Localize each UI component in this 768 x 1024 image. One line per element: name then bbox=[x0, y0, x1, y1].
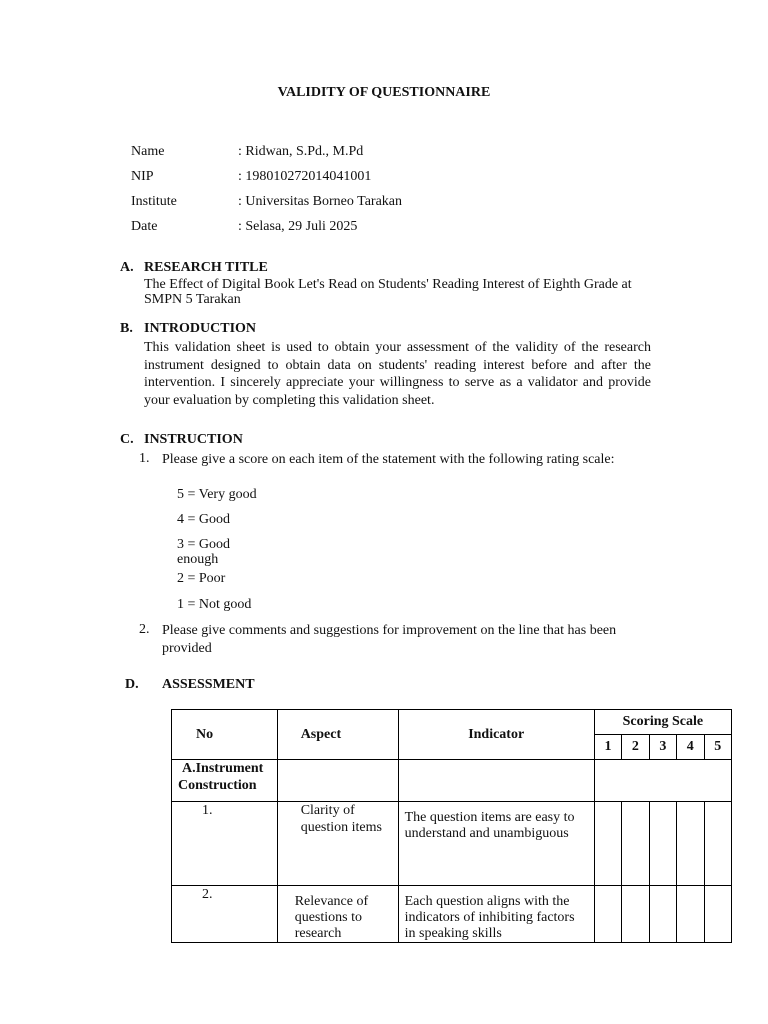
row-indicator: Each question aligns with the indicators of inhibiting factors in speaking skills bbox=[398, 886, 594, 943]
header-scale-5: 5 bbox=[704, 735, 731, 760]
info-label-institute: Institute bbox=[131, 194, 177, 209]
header-indicator: Indicator bbox=[398, 710, 594, 760]
section-b-letter: B. bbox=[120, 321, 133, 336]
row-aspect: Clarity of question items bbox=[277, 802, 398, 886]
scale-1: 1 = Not good bbox=[177, 597, 252, 612]
score-cell-2[interactable] bbox=[622, 802, 649, 886]
row-number: 1. bbox=[172, 802, 278, 886]
scale-3-continued: enough bbox=[177, 552, 219, 567]
research-title-line1: The Effect of Digital Book Let's Read on Students' Reading Interest of Eighth Grade at bbox=[144, 277, 632, 292]
scale-3: 3 = Good bbox=[177, 537, 231, 552]
score-cell-1[interactable] bbox=[594, 802, 621, 886]
introduction-text: This validation sheet is used to obtain your assessment of the validity of the research instrument designed to obtain data on students' reading interest before and after the intervention. I sincerely appreciate your willingness to serve as a validator and provide your evaluation by completing this validation sheet. bbox=[144, 340, 651, 408]
group-cell bbox=[172, 760, 278, 802]
instruction-1-number: 1. bbox=[139, 451, 150, 466]
scale-4: 4 = Good bbox=[177, 512, 231, 527]
score-cell-4[interactable] bbox=[677, 886, 704, 943]
header-scoring-scale: Scoring Scale bbox=[594, 710, 731, 735]
score-cell-3[interactable] bbox=[649, 802, 676, 886]
table-row bbox=[172, 886, 732, 943]
scale-5: 5 = Very good bbox=[177, 487, 257, 502]
header-scale-1: 1 bbox=[594, 735, 621, 760]
page-title: VALIDITY OF QUESTIONNAIRE bbox=[277, 85, 491, 100]
group-label-line1: A.Instrument bbox=[182, 761, 264, 776]
header-no: No bbox=[172, 710, 278, 760]
header-scale-2: 2 bbox=[622, 735, 649, 760]
header-scale-4: 4 bbox=[677, 735, 704, 760]
score-cell-5[interactable] bbox=[704, 886, 731, 943]
row-indicator: The question items are easy to understand and unambiguous bbox=[398, 802, 594, 886]
score-cell-5[interactable] bbox=[704, 802, 731, 886]
group-indicator-cell bbox=[398, 760, 594, 802]
instruction-2-number: 2. bbox=[139, 622, 150, 637]
info-label-nip: NIP bbox=[131, 169, 154, 184]
header-aspect: Aspect bbox=[277, 710, 398, 760]
info-value-institute: : Universitas Borneo Tarakan bbox=[238, 194, 402, 209]
section-c-heading: INSTRUCTION bbox=[144, 432, 243, 447]
score-cell-2[interactable] bbox=[622, 886, 649, 943]
research-title-line2: SMPN 5 Tarakan bbox=[144, 292, 241, 307]
section-a-heading: RESEARCH TITLE bbox=[144, 260, 268, 275]
score-cell-3[interactable] bbox=[649, 886, 676, 943]
group-aspect-cell bbox=[277, 760, 398, 802]
info-value-nip: : 198010272014041001 bbox=[238, 169, 372, 184]
instruction-2-text: Please give comments and suggestions for improvement on the line that has been provided bbox=[162, 623, 617, 656]
assessment-table bbox=[171, 709, 732, 943]
row-aspect: Relevance of questions to research bbox=[277, 886, 398, 943]
section-c-letter: C. bbox=[120, 432, 134, 447]
section-d-letter: D. bbox=[125, 677, 139, 692]
row-number: 2. bbox=[172, 886, 278, 943]
info-label-date: Date bbox=[131, 219, 158, 234]
group-label-line2: Construction bbox=[178, 778, 257, 793]
scale-2: 2 = Poor bbox=[177, 571, 226, 586]
group-score-cell bbox=[594, 760, 731, 802]
section-d-heading: ASSESSMENT bbox=[162, 677, 255, 692]
info-label-name: Name bbox=[131, 144, 165, 159]
header-scale-3: 3 bbox=[649, 735, 676, 760]
score-cell-1[interactable] bbox=[594, 886, 621, 943]
info-value-name: : Ridwan, S.Pd., M.Pd bbox=[238, 144, 364, 159]
table-row bbox=[172, 802, 732, 886]
section-a-letter: A. bbox=[120, 260, 134, 275]
score-cell-4[interactable] bbox=[677, 802, 704, 886]
instruction-1-text: Please give a score on each item of the statement with the following rating scale: bbox=[162, 452, 615, 467]
section-b-heading: INTRODUCTION bbox=[144, 321, 257, 336]
info-value-date: : Selasa, 29 Juli 2025 bbox=[238, 219, 358, 234]
